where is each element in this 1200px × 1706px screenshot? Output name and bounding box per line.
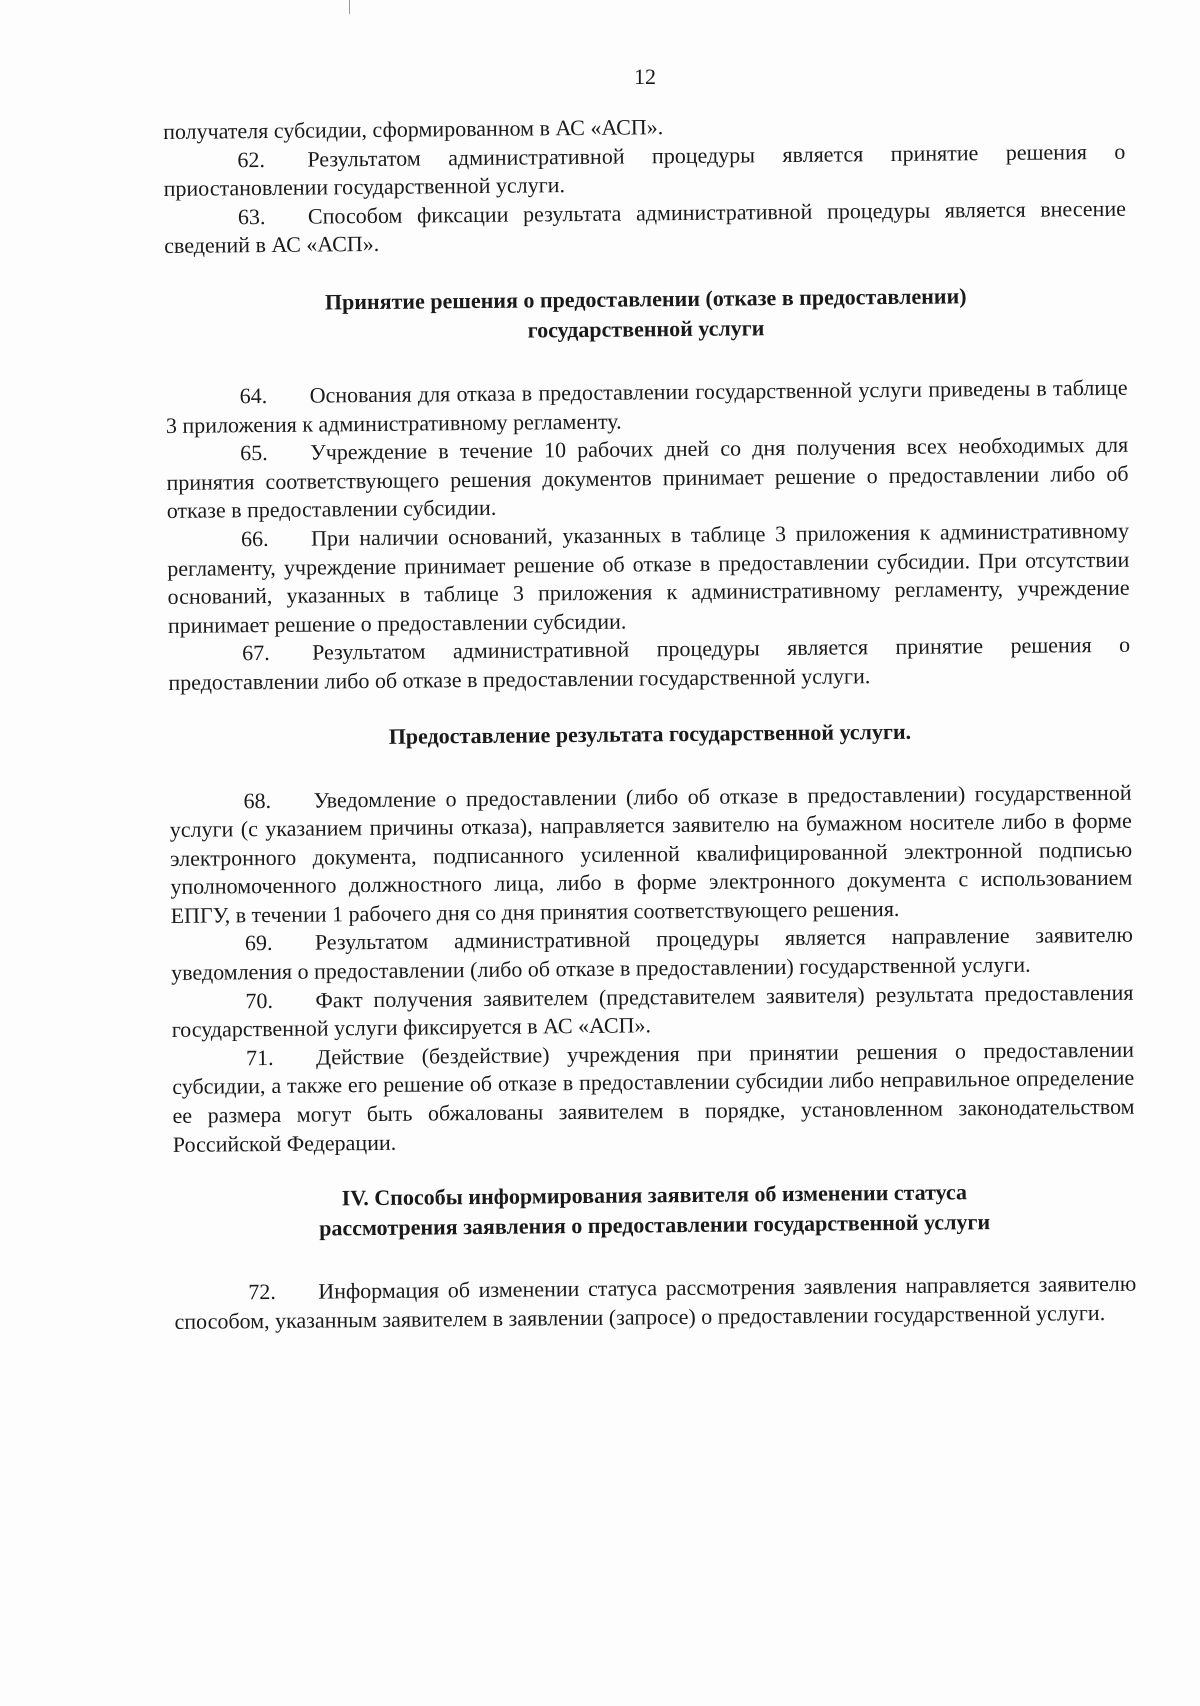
paragraph-66 [167,517,1130,641]
paragraph-text: При наличии оснований, указанных в таблице 3 приложения к административному регламенту, учреждение принимает решение об отказе в предоставлении субсидии. При отсутствии оснований, указанных в таблице 3 приложения к административному регламенту, учреждение принимает решение о предоставлении субсидии. [167,517,1130,638]
paragraph-text: Основания для отказа в предоставлении государственной услуги приведены в таблице 3 приложения к административному регламенту. [165,374,1128,438]
heading-section-iv [173,1176,1136,1245]
heading-section-iv-line-2: рассмотрения заявления о предоставлении государственной услуги [319,1209,991,1241]
paragraph-65 [166,431,1129,526]
heading-result: Предоставление результата государственной услуги. [388,718,912,749]
heading-section-iv-line-1: IV. Способы информирования заявителя об изменении статуса [341,1179,968,1211]
page-number: 12 [634,64,656,89]
heading-decision-line-2: государственной услуги [527,315,765,343]
paragraph-number: 65. [240,440,268,466]
paragraph-number: 70. [245,987,274,1013]
paragraph-67 [168,631,1131,697]
paragraph-text: Уведомление о предоставлении (либо об отказе в предоставлении) государственной услуги (с указанием причины отказа), направляется заявителю на бумажном носителе либо в форме электронного документа, подписанного усиленной квалифицированной электронной подписью уполномоченного должностного лица, либо в форме электронного документа с использованием ЕПГУ, в течении 1 рабочего дня со дня принятия соответствующего решения. [169,779,1133,928]
paragraph-number: 66. [240,525,269,552]
scan-artifact-line [349,0,350,14]
paragraph-62 [163,137,1126,203]
heading-decision [165,280,1128,349]
paragraph-text: Способом фиксации результата административной процедуры является внесение сведений в АС «АСП». [164,195,1127,259]
paragraph-64 [166,374,1129,440]
paragraph-number: 71. [245,1044,274,1071]
paragraph-text: Действие (бездействие) учреждения при принятии решения о предоставлении субсидии, а также его решение об отказе в предоставлении субсидии либо неправильное определение ее размера могут быть обжалованы заявителем в порядке, установленном законодательством Российской Федерации. [172,1036,1135,1157]
paragraph-text: Факт получения заявителем (представителем заявителя) результата предоставления государственной услуги фиксируется в АС «АСП». [171,979,1134,1043]
document-body [163,109,1137,1337]
paragraph-70 [171,978,1134,1044]
paragraph-number: 64. [239,382,268,409]
paragraph-68 [169,778,1132,930]
paragraph-number: 72. [248,1279,276,1305]
paragraph-text: Учреждение в течение 10 рабочих дней со дня получения всех необходимых для принятия соответствующего решения документов принимает решение о предоставлении либо об отказе в предоставлении субсидии. [166,431,1129,524]
paragraph-text: Информация об изменении статуса рассмотрения заявления направляется заявителю способом, указанным заявителем в заявлении (запросе) о предоставлении государственной услуги. [174,1270,1137,1334]
paragraph-text: Результатом административной процедуры является принятие решения о предоставлении либо об отказе в предоставлении государственной услуги. [168,632,1131,695]
paragraph-number: 68. [243,787,272,813]
paragraph-63 [164,195,1127,261]
paragraph-text: Результатом административной процедуры является принятие решения о приостановлении государственной услуги. [163,138,1126,202]
paragraph-number: 69. [244,930,273,956]
paragraph-continuation: получателя субсидии, сформированном в АС «АСП». [163,114,664,144]
paragraph-text: Результатом административной процедуры является направление заявителю уведомления о предоставлении (либо об отказе в предоставлении) государственной услуги. [171,922,1134,986]
paragraph-69 [171,921,1134,987]
paragraph-72 [174,1270,1137,1336]
paragraph-number: 63. [237,203,266,230]
heading-decision-line-1: Принятие решения о предоставлении (отказе в предоставлении) [324,283,967,315]
paragraph-71 [172,1036,1135,1160]
paragraph-number: 62. [237,146,266,172]
paragraph-number: 67. [242,640,270,666]
